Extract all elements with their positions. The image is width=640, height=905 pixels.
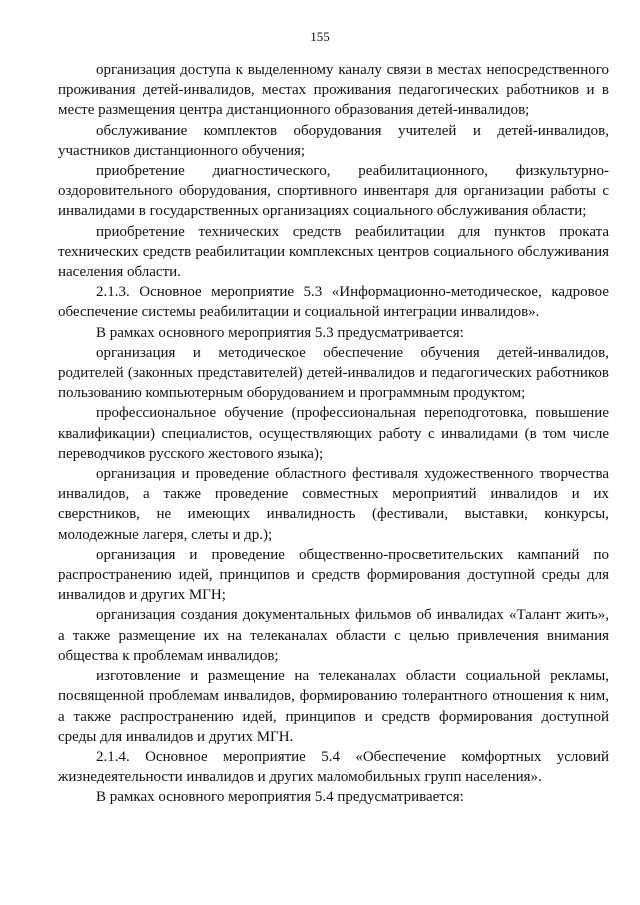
- paragraph: организация и методическое обеспечение обучения детей-инвалидов, родителей (законных представителей) детей-инвалидов и педагогических работников пользованию компьютерным оборудованием и программным продуктом;: [58, 344, 609, 402]
- paragraph: приобретение диагностического, реабилитационного, физкультурно-оздоровительного оборудования, спортивного инвентаря для организации работы с инвалидами в государственных организациях социального обслуживания области;: [58, 163, 609, 220]
- paragraph: профессиональное обучение (профессиональная переподготовка, повышение квалификации) специалистов, осуществляющих работу с инвалидами (в том числе переводчиков русского жестового языка);: [58, 405, 609, 462]
- paragraph: обслуживание комплектов оборудования учителей и детей-инвалидов, участников дистанционного обучения;: [58, 122, 609, 159]
- paragraph: организация создания документальных фильмов об инвалидах «Талант жить», а также размещение их на телеканалах области с целью привлечения внимания общества к проблемам инвалидов;: [58, 607, 609, 664]
- paragraph: изготовление и размещение на телеканалах области социальной рекламы, посвященной проблемам инвалидов, формированию толерантного отношения к ним, а также распространению идей, принципов и средств формирования доступной среды для инвалидов и других МГН.: [58, 668, 609, 745]
- paragraph: организация и проведение общественно-просветительских кампаний по распространению идей, принципов и средств формирования доступной среды для инвалидов и других МГН;: [58, 546, 609, 604]
- document-body: [58, 60, 609, 808]
- section-heading-2-1-3: 2.1.3. Основное мероприятие 5.3 «Информационно-методическое, кадровое обеспечение системы реабилитации и социальной интеграции инвалидов».: [58, 284, 609, 321]
- paragraph: организация и проведение областного фестиваля художественного творчества инвалидов, а также проведение совместных мероприятий инвалидов и их сверстников, не имеющих инвалидность (фестивали, выставки, конкурсы, молодежные лагеря, слеты и др.);: [58, 466, 609, 543]
- section-heading-2-1-4: 2.1.4. Основное мероприятие 5.4 «Обеспечение комфортных условий жизнедеятельности инвалидов и других маломобильных групп населения».: [58, 748, 609, 786]
- paragraph: В рамках основного мероприятия 5.3 предусматривается:: [96, 324, 464, 341]
- paragraph: организация доступа к выделенному каналу связи в местах непосредственного проживания детей-инвалидов, местах проживания педагогических работников и в месте размещения центра дистанционного образования детей-инвалидов;: [58, 62, 609, 119]
- page-number: 155: [310, 29, 330, 44]
- paragraph: В рамках основного мероприятия 5.4 предусматривается:: [96, 789, 464, 806]
- paragraph: приобретение технических средств реабилитации для пунктов проката технических средств реабилитации комплексных центров социального обслуживания населения области.: [58, 223, 609, 281]
